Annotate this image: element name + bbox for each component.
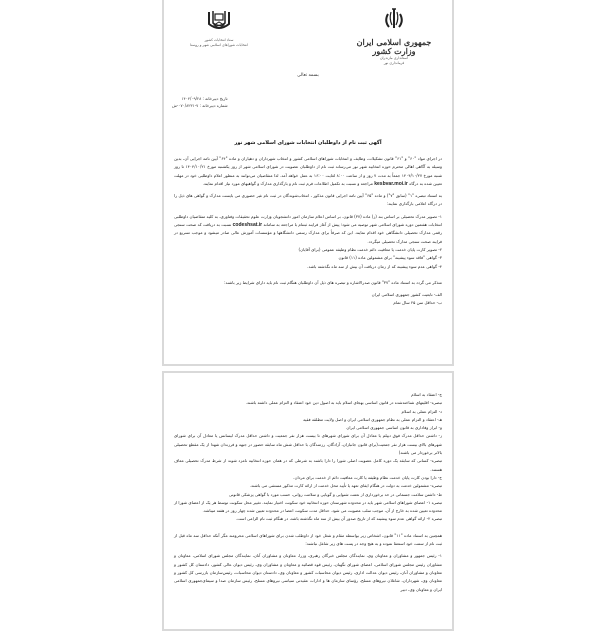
- list-item-clearance: ۳- گواهی "فاقد سوء پیشینه" برای مشمولین ماده (۱۱) قانون: [338, 255, 442, 261]
- note-2: تبصره ۲- ارائه گواهی عدم سوء پیشینه که از تاریخ صدور آن بیش از سه ماه نگذشته باشد، در هنگام ثبت نام الزامی است.: [235, 516, 442, 522]
- note-c: تبصره- اقلیتهای شناخته‌شده در قانون اساسی بهجای اسلام باید به اصول دین خود اعتقاد و التزام عملی داشته باشند.: [245, 400, 442, 406]
- paragraph-documents: به استناد تبصره "۱" (سابق "۷") و ماده "۶۵" آیین نامه اجرایی قانون مذکور ، انتخاب‌شوندگان در ثبت نام غیر حضوری می بایست مدارک و گواهی های ذیل را در درگاه اعلامی بارگذاری نمایند:: [174, 193, 442, 207]
- condition-a: الف- تابعیت کشور جمهوری اسلامی ایران: [371, 292, 442, 298]
- logo-line-councils: انتخابات شوراهای اسلامی شهر و روستا: [190, 42, 248, 47]
- logo-line-province: استانداری مازندران: [379, 56, 409, 60]
- condition-d: د- التزام عملی به اسلام: [401, 408, 442, 414]
- logo-line-hq: ستاد انتخابات کشور: [204, 38, 234, 42]
- ministry-logo: [354, 6, 434, 65]
- condition-t: ط- داشتن سلامت جسمانی در حد برخورداری از نعمت شنوایی و گویایی و سلامت روانی، حسب مورد با گواهی پزشکی قانونی: [228, 491, 442, 497]
- bismillah-heading: بسمه تعالی: [297, 73, 319, 78]
- election-headquarters-logo: [184, 8, 254, 47]
- condition-h: ح- دارا بودن کارت پایان خدمت نظام وظیفه یا کارت معافیت دائم از خدمت برای مردان.: [293, 474, 442, 480]
- note-1: تبصره ۱- اعضای شوراهای اسلامی شهر باید در محدوده شهرستان حوزه انتخابیه خود سکونت اختیار نمایند. تغییر محل سکونت توسط هر یک از اعضای شورا از محدوده تعیین شده به خارج از آن، موجب سلب عضویت می شود. حداقل مدت سکونت اعضا در محدوده تعیین شده چهار روز در هفته میباشد.: [174, 499, 442, 514]
- list-item-military: ۲- تصویر کارت پایان خدمت یا معافیت دائم خدمت نظام وظیفه عمومی (برای آقایان): [298, 246, 442, 252]
- logo-line-country: جمهوری اسلامی ایران: [356, 37, 432, 47]
- verification-code-link[interactable]: codeshsat.ir: [232, 222, 263, 229]
- paragraph-intro: در اجرای مواد "۶۰" و "۶۱" قانون تشکیلات، وظایف و انتخابات شوراهای اسلامی کشور و انتخاب شهرداران و دهیاران و ماده "۶۴" آیین نامه اجرایی آن، بدین وسیله به آگاهی اهالی محترم حوزه انتخابیه شهر نور می‌رساند ثبت نام از داوطلبان عضویت در شورای اسلامی شهر از روز یکشنبه مورخ ۱۴۰۴/۱۰/۲۱ تا روز شنبه مورخ ۱۴۰۴/۱۰/۲۷ جمعاً به مدت ۷ روز و از ساعت ۸:۰۰ لغایت ۱۶:۰۰ به عمل خواهد آمد. لذا متقاضیان می‌توانند به منظور اعلام داوطلبی خود در مهلت تعیین شده به درگاه kesbvar.moi.ir مراجعه و نسبت به تکمیل اطلاعات فرم ثبت نام و بارگذاری مدارک و گواهیهای مورد نیاز اقدام نمایند.: [174, 156, 443, 187]
- logo-line-ministry: وزارت کشور: [372, 46, 416, 56]
- condition-f: و- ابراز وفاداری به قانون اساسی جمهوری اسلامی ایران: [346, 425, 442, 431]
- paragraph-prohibited: همچنین به استناد ماده "۱۱" قانون، اشخاص زیر بواسطه مقام و شغل خود از داوطلب شدن برای شوراهای اسلامی محرومند مگر آنکه حداقل سه ماه قبل از ثبت نام از سمت خود استعفا نموده و به هیچ وجه در پست های زیر شاغل نباشند:: [174, 532, 442, 547]
- condition-g: ز- داشتن حداقل مدرک فوق دیپلم یا معادل آن برای شورای شهرهای تا بیست هزار نفر جمعیت و داشتن حداقل مدرک لیسانس یا معادل آن برای شورای شهرهای بالای بیست هزار نفر جمعیت(برای قانون جانبازان، آزادگان، رزمندگان با حداقل شش ماه سابقه حضور در جبهه و فرزندان شهدا از یک مقطع تحصیلی بالاتر برخوردار می باشند): [174, 433, 442, 456]
- logo-line-governorate: فرمانداری نور: [383, 60, 405, 65]
- conditions-body: [174, 391, 442, 594]
- paragraph-conditions: متذکر می گردد به استناد ماده "۳۷" قانون صدرالاشاره و تبصره های ذیل آن داوطلبان هنگام ثبت نام باید دارای شرایط زیر باشند:: [224, 279, 442, 285]
- document-page-1: [162, 0, 454, 366]
- note-h: تبصره- مشمولین خدمت به دولت در هنگام ایفای تعهد یا تأیید محل خدمت از ارائه کارت مذکور مستثنی می باشند.: [249, 483, 442, 489]
- letter-number: شماره دبیرخانه : ۷-۰۷۰/۸۲۳۱-ش: [172, 103, 228, 108]
- condition-c: ج- اعتقاد به اسلام: [411, 392, 442, 397]
- condition-b: ب- حداقل سن ۲۵ سال تمام: [393, 300, 442, 306]
- note-g: تبصره- کسانی که سابقه یک دوره کامل عضویت اصلی شورا را دارا باشند به شرطی که در همان حوزه انتخابیه نامزد شوند از شرط مدرک تحصیلی معاف هستند.: [174, 458, 442, 472]
- announcement-body: [174, 155, 442, 308]
- document-page-2: [162, 371, 454, 631]
- registration-portal-link[interactable]: kesbvar.moi.ir: [374, 180, 408, 187]
- condition-e: هـ- اعتقاد و التزام عملی به نظام جمهوری اسلامی ایران و اصل ولایت مطلقه فقیه: [303, 416, 442, 422]
- iran-emblem-icon: [380, 6, 408, 34]
- election-ballot-box-icon: [205, 8, 233, 34]
- list-item-officials: ۱- رئیس جمهور و مشاوران و معاونان وی، نمایندگان مجلس خبرگان رهبری، وزرا، معاونان و مشاوران آنان، نمایندگان مجلس شورای اسلامی، معاونان و مشاوران رئیس مجلس شورای اسلامی، اعضای شورای نگهبان، رئیس قوه قضائیه و معاونان و مشاوران وی، رئیس دیوان عالی کشور، دادستان کل کشور و معاونان و مشاوران آنان، رئیس دیوان عدالت اداری، رئیس دیوان محاسبات کشور و معاونان وی، دادستان دیوان محاسبات، رئیس‌سازمان بازرسی کل کشور و معاونان وی، شهرداران، شاغلان نیروهای مسلح، رؤسای سازمان ها و ادارات عقیدتی سیاسی نیروهای مسلح، رئیس سازمان صدا و سیمای‌جمهوری اسلامی ایران و معاونان وی، دبیر: [174, 553, 442, 592]
- announcement-title: آگهی ثبت نام از داوطلبان انتخابات شورای اسلامی شهر نور: [234, 140, 382, 146]
- letter-meta: [172, 95, 228, 109]
- list-item-education: ۱- تصویر مدرک تحصیلی بر اساس بند (ز) ماده (۳۷) قانون. بر اساس اعلام سازمان امور دانشجویان وزارت علوم تحقیقات وفناوری، به کلیه متقاضیان داوطلبی انتخابات هفتمین دوره شورای اسلامی شهر توصیه می شود؛ پیش از آغاز فرایند ثبتنام با مراجعه به سامانه codeshsat.ir نسبت به دریافت کد صحت سنجی رقمی مدارک تحصیلی دانشگاهی خود اقدام نمایند. این کد صرفاً برای مدارک رسمی دانشگاهها و مؤسسات آموزش عالی صادر میشود و موجب تسریع در فرایند صحت سنجی مدارک تحصیلی میگردد.: [174, 213, 442, 244]
- list-item-no-record: ۴- گواهی عدم سوء پیشینه که از زمان دریافت آن بیش از سه ماه نگذشته باشد.: [307, 263, 442, 269]
- letter-date: تاریخ دبیرخانه : ۱۴۰۴/۰۹/۲۸: [181, 96, 228, 101]
